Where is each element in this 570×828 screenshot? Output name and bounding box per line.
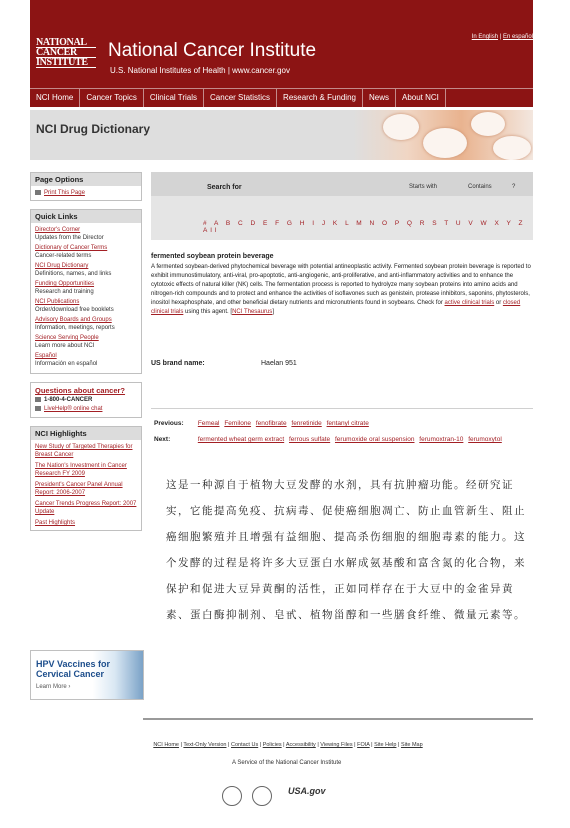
highlight-link[interactable]: President's Cancer Panel Annual Report: 2006-2007: [35, 482, 123, 496]
help-icon[interactable]: ?: [512, 184, 516, 190]
logo-line: CANCER: [36, 48, 96, 58]
hpv-title: [36, 659, 110, 679]
quick-link-desc: Research and training: [35, 289, 94, 295]
term-name: fermented soybean protein beverage: [151, 253, 274, 260]
lang-english-link[interactable]: In English: [471, 34, 499, 40]
language-switch: [472, 34, 533, 40]
footer-link[interactable]: Viewing Files: [320, 742, 353, 748]
brand-name-row: [151, 360, 297, 367]
footer-link[interactable]: Policies: [262, 742, 282, 748]
contains-option[interactable]: Contains: [468, 184, 492, 190]
search-bar: [151, 172, 533, 196]
lang-spanish-link[interactable]: En español: [502, 34, 533, 40]
highlight-link[interactable]: Cancer Trends Progress Report: 2007 Update: [35, 501, 137, 515]
pills-photo: [353, 110, 533, 160]
logo-line: NATIONAL: [36, 38, 96, 48]
hhs-logo-icon[interactable]: [222, 786, 242, 806]
quick-links-heading: Quick Links: [31, 210, 141, 223]
site-title[interactable]: National Cancer Institute: [108, 40, 317, 61]
logo-line: INSTITUTE: [36, 58, 96, 68]
printer-icon: [35, 190, 41, 195]
quick-link[interactable]: Funding Opportunities: [35, 281, 95, 287]
next-term-link[interactable]: fermented wheat germ extract: [197, 436, 285, 443]
footer-link[interactable]: Site Map: [400, 742, 423, 748]
next-term-link[interactable]: ferumoxide oral suspension: [334, 436, 415, 443]
next-term-link[interactable]: ferumoxytol: [468, 436, 502, 443]
nav-cancer-statistics[interactable]: Cancer Statistics: [204, 89, 277, 107]
chinese-translation: 这是一种源自于植物大豆发酵的水剂，具有抗肿瘤功能。经研究证实，它能提高免疫、抗病毒、促使癌细胞凋亡、防止血管新生、阻止癌细胞繁殖并且增强有益细胞、提高杀伤细胞的细胞毒素的能力。这个发酵的过程是将许多大豆蛋白水解成氨基酸和富含氮的化合物，来保护和促进大豆异黄酮的活性，正如同样存在于大豆中的金雀异黄素、蛋白酶抑制剂、皂甙、植物甾醇和一些膳食纤维、微量元素等。: [166, 479, 526, 621]
page-options-heading: Page Options: [31, 173, 141, 186]
phone-number: 1-800-4-CANCER: [44, 397, 93, 403]
page-options-box: [30, 172, 142, 201]
livehelp-link[interactable]: LiveHelp® online chat: [44, 406, 103, 412]
quick-link[interactable]: Science Serving People: [35, 335, 99, 341]
next-term-link[interactable]: ferumoxtran-10: [419, 436, 464, 443]
highlights-box: [30, 426, 142, 531]
active-trials-link[interactable]: active clinical trials: [444, 300, 495, 306]
quick-link-desc: Updates from the Director: [35, 235, 104, 241]
previous-term-link[interactable]: fenofibrate: [255, 420, 287, 427]
search-panel: [151, 172, 533, 240]
highlight-link[interactable]: New Study of Targeted Therapies for Breast Cancer: [35, 444, 133, 458]
divider: [151, 408, 533, 409]
alphabet-index[interactable]: # A B C D E F G H I J K L M N O P Q R S T U V W X Y Z All: [203, 220, 526, 234]
site-subtitle: U.S. National Institutes of Health | www.cancer.gov: [110, 66, 290, 75]
quick-link-desc: Definitions, names, and links: [35, 271, 112, 277]
footer-links: NCI Home | Text-Only Version | Contact Us | Policies | Accessibility | Viewing Files | FOIA | Site Help | Site Map: [153, 742, 423, 748]
next-row: [154, 436, 505, 443]
previous-row: [154, 420, 372, 427]
quick-link[interactable]: Español: [35, 353, 57, 359]
quick-links-box: [30, 209, 142, 374]
quick-link-desc: Order/download free booklets: [35, 307, 114, 313]
brand-label: US brand name:: [151, 360, 205, 367]
main-nav: [30, 88, 533, 107]
quick-link-desc: Información en español: [35, 361, 98, 367]
quick-link-desc: Information, meetings, reports: [35, 325, 115, 331]
previous-term-link[interactable]: fentanyl citrate: [326, 420, 369, 427]
using-text: using this agent.: [185, 309, 229, 315]
quick-link[interactable]: NCI Publications: [35, 299, 80, 305]
page-title: NCI Drug Dictionary: [36, 122, 151, 136]
highlights-heading: NCI Highlights: [31, 427, 141, 440]
hpv-title-line: Cervical Cancer: [36, 669, 105, 679]
previous-label: Previous:: [154, 420, 184, 427]
previous-term-link[interactable]: fenretinide: [291, 420, 322, 427]
quick-link[interactable]: Dictionary of Cancer Terms: [35, 245, 108, 251]
nav-about-nci[interactable]: About NCI: [396, 89, 446, 107]
usa-gov-logo[interactable]: USA.gov: [288, 786, 326, 796]
lang-separator: |: [498, 34, 503, 40]
footer-divider: [143, 718, 533, 720]
nav-cancer-topics[interactable]: Cancer Topics: [80, 89, 144, 107]
nci-thesaurus-link[interactable]: NCI Thesaurus: [232, 309, 273, 315]
brand-value: Haelan 951: [261, 360, 297, 367]
term-definition: A fermented soybean-derived phytochemical beverage with potential antineoplastic activity. Fermented soybean protein beverage is reported to exhibit immunostimulatory, anti-viral, pro-apoptotic, anti-angiogenic, anti-proliferative, and anti-inflammatory activities and to enhance the cytotoxic effects of natural killer (NK) cells. The fermentation process is reported to hydrolyze many soybean proteins into amino acids and nitrogen-rich compounds and to protect and enhance the activities of isoflavones such as genistein, protease inhibitors, saponins, phytosterols, inositol hexaphosphate, and other beneficial dietary nutrients and micronutrients found in soybeans. Check for active clinical trials or closed clinical trials using this agent. [NCI Thesaurus]: [151, 264, 531, 315]
quick-link-desc: Cancer-related terms: [35, 253, 92, 259]
term-content: [151, 252, 533, 317]
footer-link[interactable]: Site Help: [374, 742, 397, 748]
chat-icon: [35, 406, 41, 411]
nih-logo-icon[interactable]: [252, 786, 272, 806]
footer-link[interactable]: Text-Only Version: [183, 742, 227, 748]
sidebar: [30, 172, 142, 539]
next-label: Next:: [154, 436, 171, 443]
footer-link[interactable]: Accessibility: [285, 742, 316, 748]
service-note: A Service of the National Cancer Institute: [232, 760, 342, 766]
footer-link[interactable]: NCI Home: [153, 742, 179, 748]
search-label: Search for: [207, 184, 242, 191]
footer-link[interactable]: FOIA: [357, 742, 370, 748]
starts-with-option[interactable]: Starts with: [409, 184, 438, 190]
definition-text: A fermented soybean-derived phytochemical beverage with potential antineoplastic activity. Fermented soybean protein beverage is reported to exhibit immunostimulatory, anti-viral, pro-apoptotic, anti-angiogenic, anti-proliferative, and anti-inflammatory activities and to enhance the cytotoxic effects of natural killer (NK) cells. The fermentation process is reported to hydrolyze many soybean proteins into amino acids and nitrogen-rich compounds and to protect and enhance the activities of isoflavones such as genistein, protease inhibitors, saponins, phytosterols, inositol hexaphosphate, and other beneficial dietary nutrients and micronutrients found in soybeans. Check for: [151, 264, 531, 306]
previous-term-link[interactable]: Femeal: [197, 420, 220, 427]
closed-trials-link[interactable]: closed clinical trials: [151, 300, 521, 315]
questions-box: [30, 382, 142, 418]
highlight-link[interactable]: The Nation's Investment in Cancer Research FY 2009: [35, 463, 127, 477]
past-highlights-link[interactable]: Past Highlights: [35, 520, 76, 526]
hpv-learn-more[interactable]: Learn More ›: [36, 684, 71, 690]
nav-news[interactable]: News: [363, 89, 396, 107]
nav-nci-home[interactable]: NCI Home: [30, 89, 80, 107]
nci-logo[interactable]: [36, 38, 96, 68]
questions-heading[interactable]: Questions about cancer?: [35, 386, 126, 395]
site-header: [30, 0, 533, 88]
page-banner: [30, 110, 533, 160]
hpv-vaccine-ad[interactable]: [30, 650, 144, 700]
quick-link-desc: Learn more about NCI: [35, 343, 95, 349]
hpv-title-line: HPV Vaccines for: [36, 659, 111, 669]
print-page-link[interactable]: Print This Page: [44, 190, 85, 196]
phone-icon: [35, 397, 41, 402]
or-text: or: [495, 300, 502, 306]
nav-clinical-trials[interactable]: Clinical Trials: [144, 89, 204, 107]
nav-research-funding[interactable]: Research & Funding: [277, 89, 363, 107]
quick-link[interactable]: Advisory Boards and Groups: [35, 317, 112, 323]
previous-term-link[interactable]: Femilone: [224, 420, 252, 427]
next-term-link[interactable]: ferrous sulfate: [288, 436, 331, 443]
footer-link[interactable]: Contact Us: [230, 742, 259, 748]
quick-link[interactable]: Director's Corner: [35, 227, 81, 233]
quick-link[interactable]: NCI Drug Dictionary: [35, 263, 89, 269]
